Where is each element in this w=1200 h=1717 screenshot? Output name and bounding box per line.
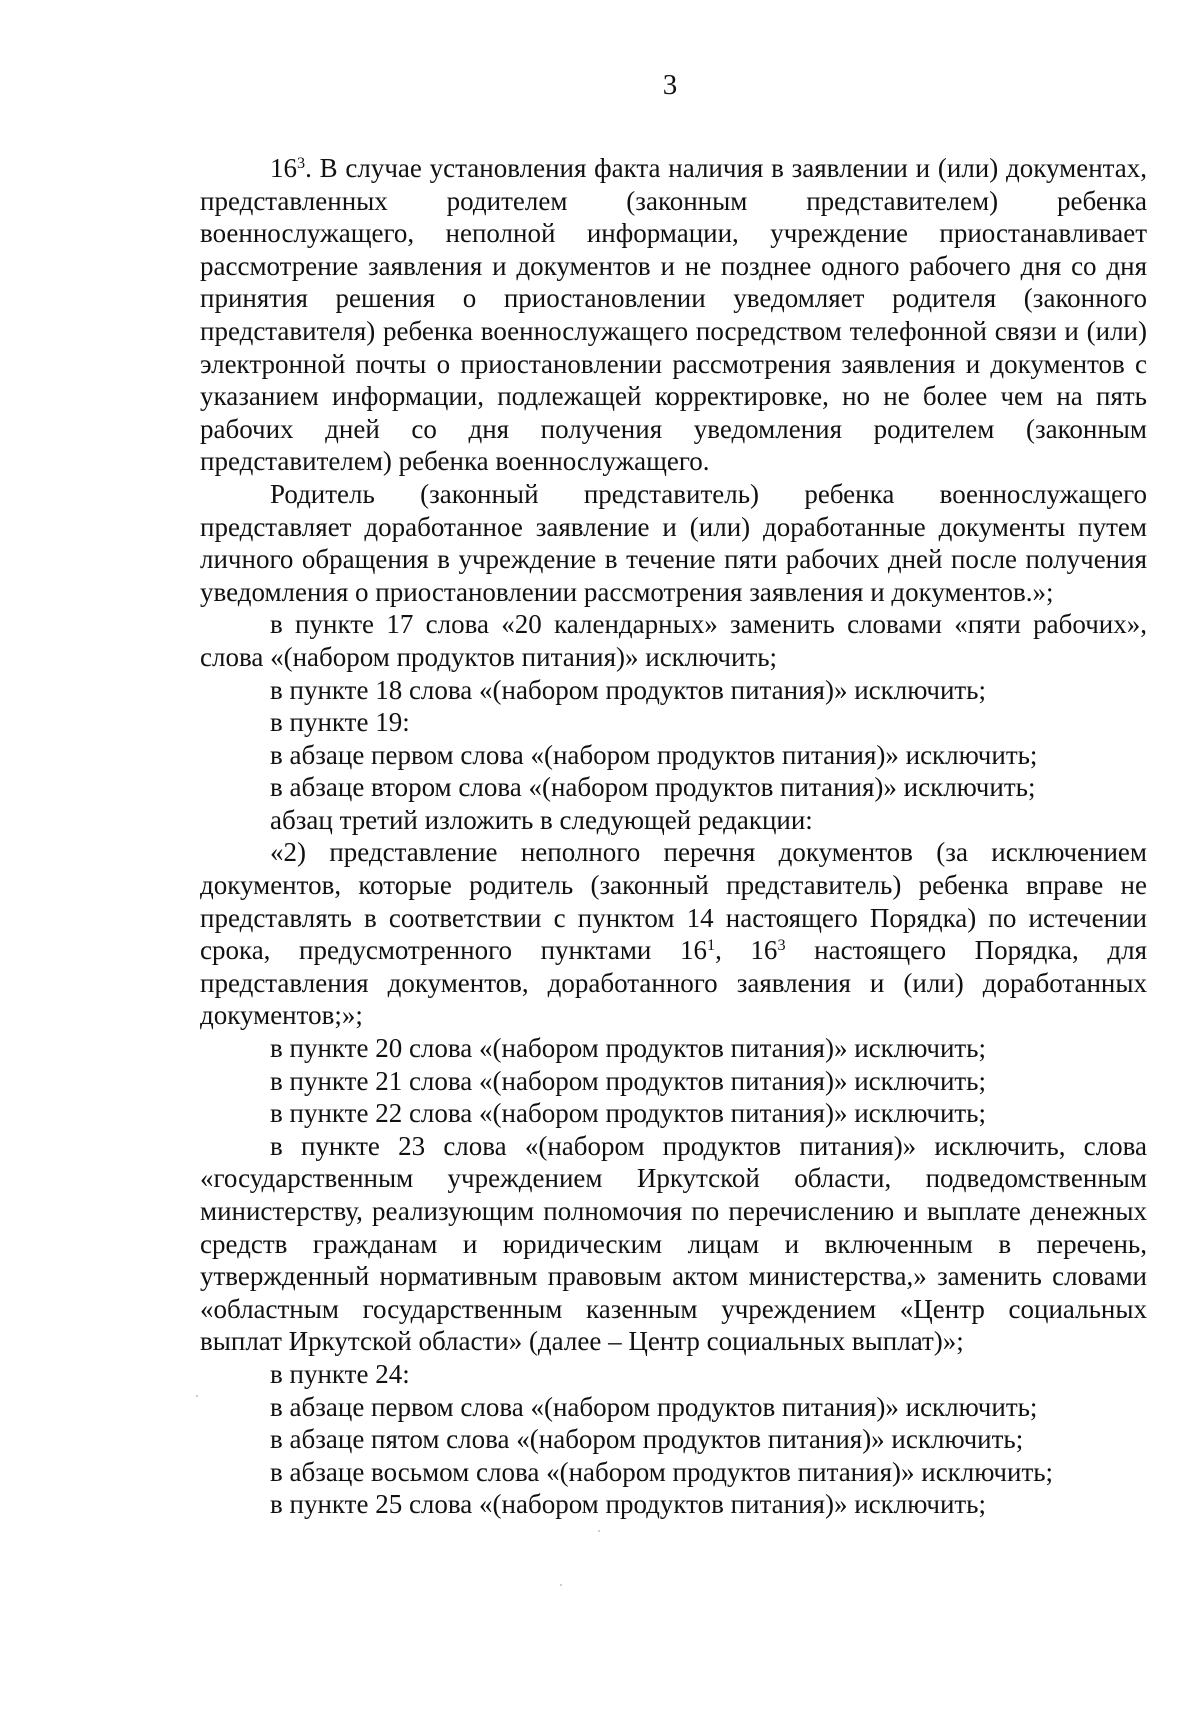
superscript: 3 (297, 154, 306, 173)
page-number: 3 (662, 69, 678, 101)
paragraph: в абзаце втором слова «(набором продуктов питания)» исключить; (270, 772, 1036, 803)
paragraph: в пункте 22 слова «(набором продуктов питания)» исключить; (270, 1098, 987, 1129)
paragraph: в пункте 24: (270, 1358, 410, 1389)
paragraph-quoted-clause-2: «2) представление неполного перечня документов (за исключением документов, которые родитель (законный представитель) ребенка вправе не представлять в соответствии с пунктом 14 настоящего Порядка) по истечении срока, предусмотренного пунктами $16^1$, $16^3$ настоящего Порядка, для представления документов, доработанного заявления и (или) доработанных документов;»; (200, 837, 1148, 1031)
document-body (200, 152, 1147, 1521)
paragraph: в пункте 23 слова «(набором продуктов питания)» исключить, слова «государственным учреждением Иркутской области, подведомственным министерству, реализующим полномочия по перечислению и выплате денежных средств гражданам и юридическим лицам и включенным в перечень, утвержденный нормативным правовым актом министерства,» заменить словами «областным государственным казенным учреждением «Центр социальных выплат Иркутской области» (далее – Центр социальных выплат)»; (200, 1130, 1147, 1357)
scan-speck (560, 1584, 562, 1586)
paragraph: в пункте 25 слова «(набором продуктов питания)» исключить; (270, 1489, 987, 1520)
scan-speck (196, 1395, 198, 1397)
scan-speck (598, 1530, 600, 1532)
paragraph: в пункте 18 слова «(набором продуктов питания)» исключить; (270, 674, 987, 705)
superscript: 3 (777, 936, 786, 955)
paragraph: в пункте 19: (270, 707, 410, 738)
superscript: 1 (706, 936, 716, 955)
paragraph: в абзаце восьмом слова «(набором продуктов питания)» исключить; (270, 1456, 1054, 1487)
paragraph: в абзаце первом слова «(набором продуктов питания)» исключить; (270, 739, 1038, 770)
paragraph: Родитель (законный представитель) ребенка военнослужащего представляет доработанное заявление и (или) доработанные документы путем личного обращения в учреждение в течение пяти рабочих дней после получения уведомления о приостановлении рассмотрения заявления и документов.»; (200, 478, 1147, 607)
paragraph: абзац третий изложить в следующей редакции: (270, 804, 813, 835)
paragraph: в пункте 21 слова «(набором продуктов питания)» исключить; (270, 1065, 987, 1096)
paragraph: в абзаце пятом слова «(набором продуктов питания)» исключить; (270, 1424, 1024, 1455)
paragraph: в пункте 17 слова «20 календарных» заменить словами «пяти рабочих», слова «(набором продуктов питания)» исключить; (200, 609, 1147, 672)
paragraph: в абзаце первом слова «(набором продуктов питания)» исключить; (270, 1391, 1038, 1422)
paragraph-16-3: $16^3$. В случае установления факта наличия в заявлении и (или) документах, представленных родителем (законным представителем) ребенка военнослужащего, неполной информации, учреждение приостанавливает рассмотрение заявления и документов и не позднее одного рабочего дня со дня принятия решения о приостановлении уведомляет родителя (законного представителя) ребенка военнослужащего посредством телефонной связи и (или) электронной почты о приостановлении рассмотрения заявления и документов с указанием информации, подлежащей корректировке, но не более чем на пять рабочих дней со дня получения уведомления родителем (законным представителем) ребенка военнослужащего. (200, 153, 1147, 477)
paragraph: в пункте 20 слова «(набором продуктов питания)» исключить; (270, 1033, 987, 1064)
